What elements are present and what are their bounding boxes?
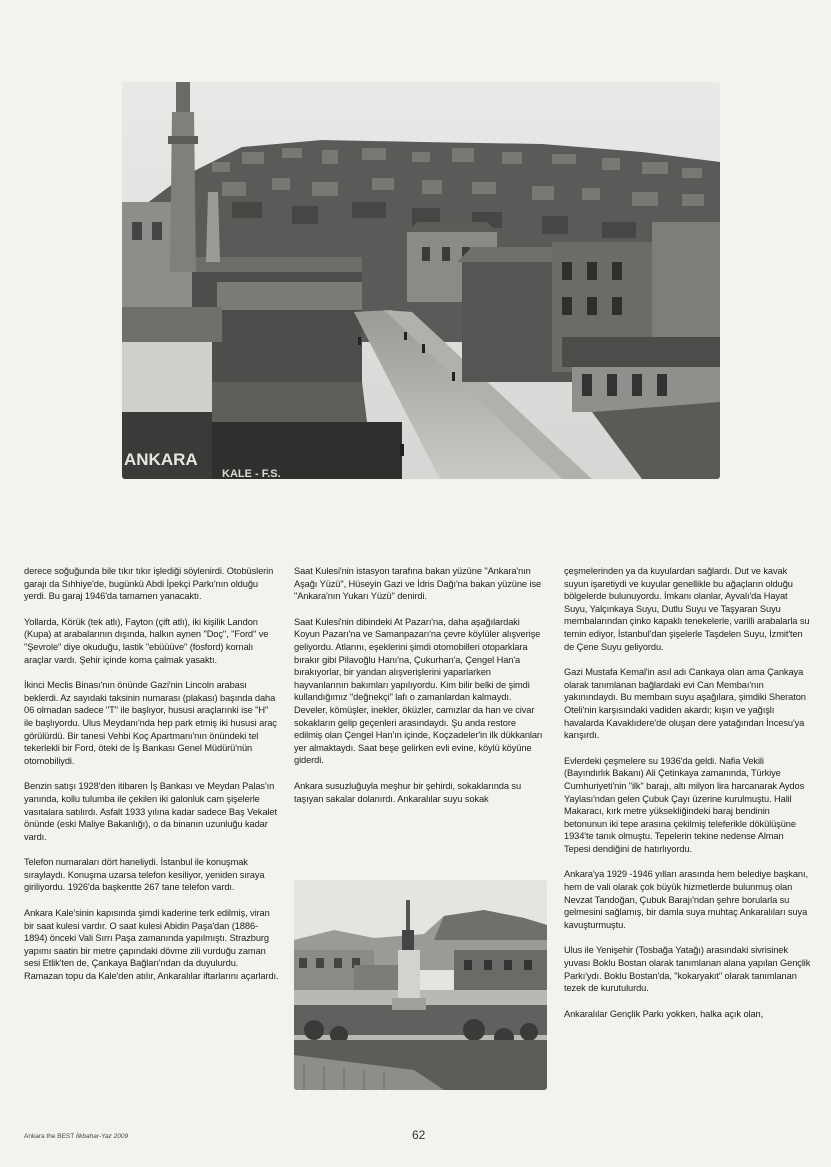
paragraph: Saat Kulesi'nin dibindeki At Pazarı'na, daha aşağılardaki Koyun Pazarı'na ve Samanpazarı'na çevre köylüler alışverişe geliyordu. Atlarını, eşeklerini şimdi otomobilleri otoparklara bırakır gibi Pilavoğlu Hanı'na, Çukurhan'a, Çengel Han'a bırakıyorlar, bir yandan alışverişlerini yaparlarken hayvanlarının bakımları yapılıyordu. Kim bilir belki de şimdi kullandığımız "değnekçi" lafı o zamanlardan kalmaydı. Develer, kömüşler, inekler, öküzler, camızlar da han ve civar sokakların gelip geçenleri arasındaydı. Şu anda restore edilmiş olan Çengel Han'ın içinde, Koçzadeler'in ilk dükkanları yer almaktaydı. Saat beşe gelirken evli evine, köylü köyüne giderdi. (294, 616, 543, 766)
paragraph: Gazi Mustafa Kemal'in asıl adı Cankaya olan ama Çankaya olarak tanımlanan bağlardaki evi Can Membaı'nın yakınındaydı. Bu membaın suyu aşağılara, şimdiki Sheraton Oteli'nin karşısındaki vadiden akardı; kışın ve yağışlı havalarda Kavaklıdere'de oluşan dere yatağından İncesu'ya karışırdı. (564, 667, 806, 741)
paragraph: İkinci Meclis Binası'nın önünde Gazi'nin Lincoln arabası beklerdi. Az sayıdaki taksinin numarası (plakası) başında daha 06 olmadan sadece "T" ile başlıyor, hususi araçlarınki ise "H" ile başlıyordu. Ulus Meydanı'nda hep park etmiş iki hususi araç görülürdü. Bir tanesi Vehbi Koç Apartmanı'nın önündeki tel tekerlekli bir Ford, öteki de İş Bankası Genel Müdürü'nün otomobiliydi. (24, 680, 277, 766)
page-number: 62 (412, 1128, 426, 1142)
paragraph: Ankara Kale'sinin kapısında şimdi kaderine terk edilmiş, viran bir saat kulesi vardır. O saat kulesi Abidin Paşa'dan (1886-1894) önceki Vali Sırrı Paşa zamanında yapılmıştı. Strazburg yapımı saatin bir metre çapındaki dövme zili vurduğu zaman sesi Etlik'ten de, Çankaya Bağları'ndan da duyulurdu. Ramazan topu da Kale'den atılır, Ankaralılar iftarlarını açarlardı. (24, 908, 279, 982)
paragraph: Ulus ile Yenişehir (Tosbağa Yatağı) arasındaki sivrisinek yuvası Boklu Bostan olarak tanımlanan alana yapılan Gençlik Parkı'ydı. Boklu Bostan'da, "kokaryakıt" olarak tanımlanan tezek de kurutulurdu. (564, 945, 811, 994)
text-column-1 (24, 565, 279, 996)
ankara-street-photo (122, 82, 720, 479)
paragraph: çeşmelerinden ya da kuyulardan sağlardı. Dut ve kavak suyun işaretiydi ve kuyular genellikle bu ağaçların olduğu bölgelerde bulunuyordu. İmkanı olanlar, Ayvalı'da Hayat Suyu, Yalçınkaya Suyu, Dutlu Suyu ve Taşyaran Suyu membalarından çinko kapaklı tenekelerle, varilli arabalarla su temin ediyor, İstanbul'dan şişelerle Taşdelen Suyu, İzmit'ten de Çene Suyu geliyordu. (564, 566, 810, 652)
text-column-3 (564, 565, 812, 1033)
paragraph: Telefon numaraları dört haneliydi. İstanbul ile konuşmak sıraylaydı. Konuşma uzarsa telefon kesiliyor, yeniden sıraya giriliyordu. 1926'da başkentte 267 tane telefon vardı. (24, 857, 265, 893)
paragraph: derece soğuğunda bile tıkır tıkır işlediği söylenirdi. Otobüslerin garajı da Sıhhiye'de, bugünkü Abdi İpekçi Parkı'nın olduğu yerdi. Bu garaj 1946'da tamamen yanacaktı. (24, 566, 274, 602)
paragraph: Evlerdeki çeşmelere su 1936'da geldi. Nafia Vekili (Bayındırlık Bakanı) Ali Çetinkaya zamanında, Türkiye Cumhuriyeti'nin "ilk" barajı, altı milyon lira harcanarak Aydos Yaylası'ndan gelen Çubuk Çayı üzerine kurulmuştu. Halil Makaracı, kırk metre yüksekliğindeki baraj bendinin betonunun iki tepe arasına çekilmiş teleferikle dökülüşüne 1934'te tanık olmuştu. Tepelerin tekine nedense Alman Tepesi dendiğini de hatırlıyordu. (564, 755, 805, 854)
issue-label: İlkbahar-Yaz 2009 (75, 1133, 129, 1140)
paragraph: Ankaralılar Gençlik Parkı yokken, halka açık olan, (564, 1008, 764, 1019)
publication-name: Ankara the BEST (24, 1133, 75, 1140)
sign-text-kale: KALE - F.S. (222, 468, 281, 479)
paragraph: Ankara susuzluğuyla meşhur bir şehirdi, sokaklarında su taşıyan sakalar dolanırdı. Ankaralılar suyu sokak (294, 780, 522, 804)
paragraph: Yollarda, Körük (tek atlı), Fayton (çift atlı), iki kişilik Landon (Kupa) at arabalarının dışında, halkın aynen "Doç", "Ford" ve "Şevrole" diye okuduğu, lastik "ebüüüve" (fosford) kornalı araçlar vardı. Şehir içinde korna çalmak yasaktı. (24, 616, 269, 665)
paragraph: Saat Kulesi'nin istasyon tarafına bakan yüzüne "Ankara'nın Aşağı Yüzü", Hüseyin Gazi ve İdris Dağı'na bakan yüzüne ise "Ankara'nın Yukarı Yüzü" denirdi. (294, 566, 542, 602)
ankara-square-photo (294, 880, 547, 1090)
footer-publication (24, 1133, 128, 1140)
sign-text-ankara: ANKARA (124, 450, 198, 469)
paragraph: Ankara'ya 1929 -1946 yılları arasında hem belediye başkanı, hem de vali olarak çok büyük hizmetlerde bulunmuş olan Nevzat Tandoğan, Çubuk Barajı'ndan şehre borularla su gelmesini sağlamış, bir damla suya muhtaç Ankaralıları suya kavuşturmuştu. (564, 869, 808, 930)
text-column-2 (294, 565, 544, 818)
paragraph: Benzin satışı 1928'den itibaren İş Bankası ve Meydan Palas'ın yanında, kollu tulumba ile çekilen iki galonluk cam şişelerle vasıtalara satılırdı. Asfalt 1933 yılına kadar sadece Baş Vekalet önünde (eski Maliye Bakanlığı), o da binanın uzunluğu kadar vardı. (24, 781, 277, 842)
